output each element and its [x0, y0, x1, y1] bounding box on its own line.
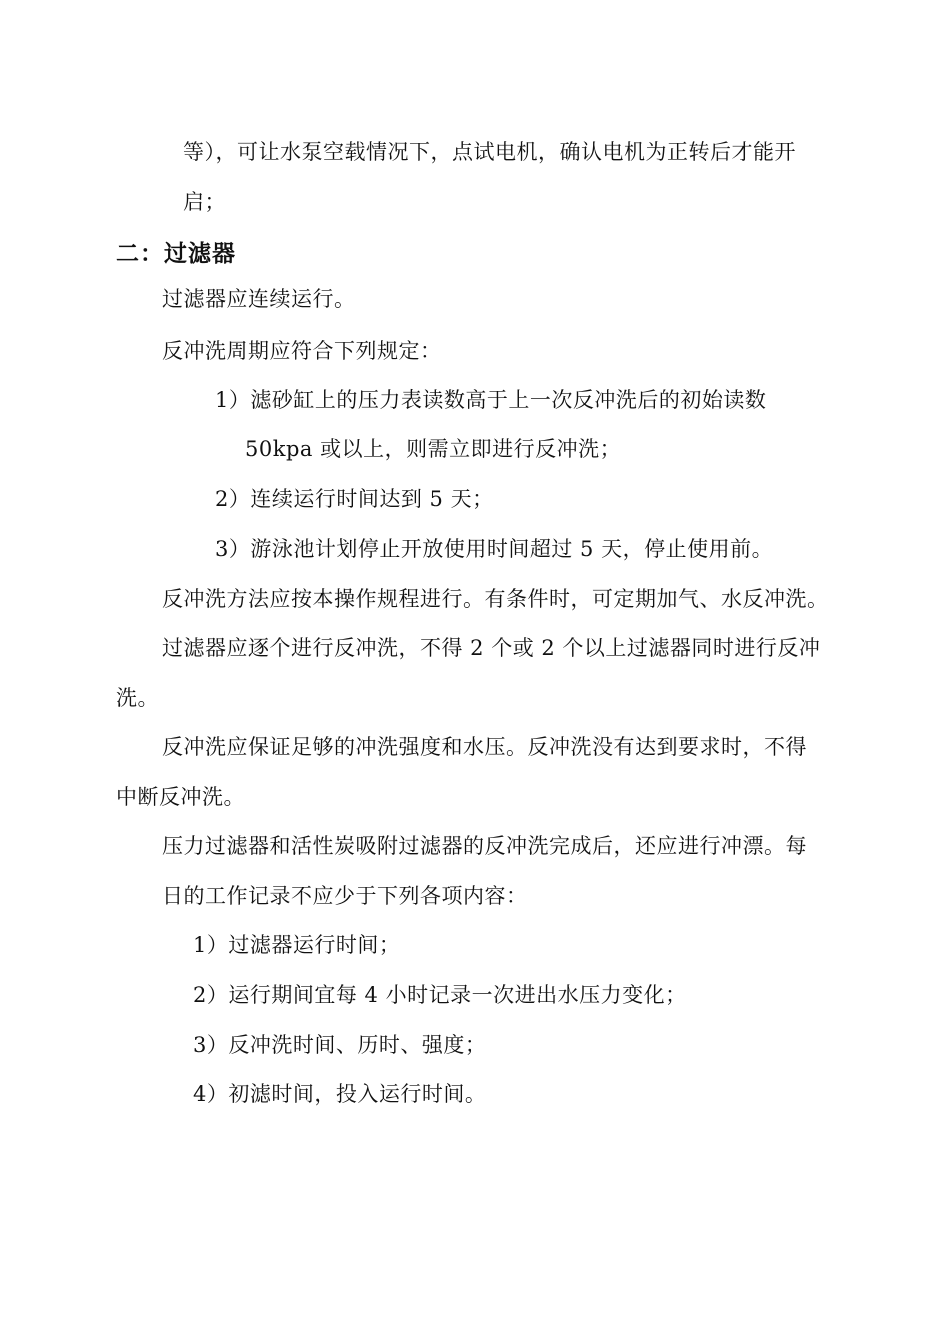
record-item-2: 2）运行期间宜每 4 小时记录一次进出水压力变化；	[193, 983, 687, 1007]
paragraph-continuous-operation: 过滤器应连续运行。	[162, 287, 356, 311]
rule-item-2: 2）连续运行时间达到 5 天；	[215, 487, 494, 511]
paragraph-rinse-and-records-line-1: 压力过滤器和活性炭吸附过滤器的反冲洗完成后，还应进行冲漂。每	[162, 834, 807, 858]
paragraph-backwash-strength-line-1: 反冲洗应保证足够的冲洗强度和水压。反冲洗没有达到要求时，不得	[162, 735, 807, 759]
paragraph-sequential-backwash-line-1: 过滤器应逐个进行反冲洗，不得 2 个或 2 个以上过滤器同时进行反冲	[162, 636, 821, 660]
record-item-1: 1）过滤器运行时间；	[193, 933, 401, 957]
record-item-4: 4）初滤时间，投入运行时间。	[193, 1082, 487, 1106]
paragraph-backwash-cycle-intro: 反冲洗周期应符合下列规定：	[162, 339, 442, 363]
paragraph-rinse-and-records-line-2: 日的工作记录不应少于下列各项内容：	[162, 884, 528, 908]
rule-item-1-line-1: 1）滤砂缸上的压力表读数高于上一次反冲洗后的初始读数	[215, 388, 767, 412]
paragraph-sequential-backwash-line-2: 洗。	[116, 686, 159, 710]
record-item-3: 3）反冲洗时间、历时、强度；	[193, 1033, 487, 1057]
section-heading: 二：过滤器	[116, 241, 236, 267]
continuation-line-2: 启；	[183, 190, 226, 214]
continuation-line-1: 等），可让水泵空载情况下，点试电机，确认电机为正转后才能开	[183, 140, 796, 164]
paragraph-backwash-strength-line-2: 中断反冲洗。	[116, 785, 245, 809]
rule-item-1-line-2: 50kpa 或以上，则需立即进行反冲洗；	[245, 437, 622, 461]
paragraph-backwash-method: 反冲洗方法应按本操作规程进行。有条件时，可定期加气、水反冲洗。	[162, 587, 829, 611]
rule-item-3: 3）游泳池计划停止开放使用时间超过 5 天，停止使用前。	[215, 537, 774, 561]
